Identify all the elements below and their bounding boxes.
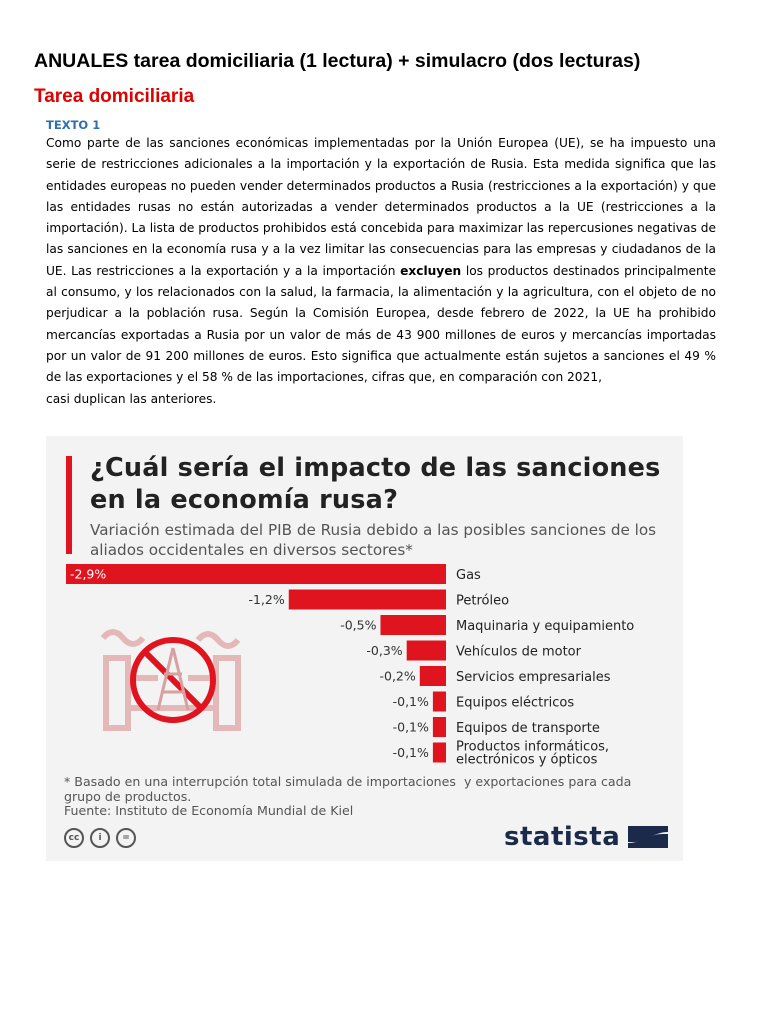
category-label-3: Vehículos de motor — [456, 644, 581, 660]
attribution-icon[interactable]: i — [90, 828, 110, 848]
statista-wave-icon — [628, 826, 668, 848]
value-label-5: -0,1% — [392, 694, 429, 709]
article-part-2: los productos destinados principalmente al consumo, y los relacionados con la salud, la farmacia, la alimentación y la agricultura, con el objeto de no perjudicar a la población rusa. Según la Comisión Europea, desde febrero de 2022, la UE ha prohibido mercancías exportadas a Rusia por un valor de más de 43 900 millones de euros y mercancías importadas por un valor de 91 200 millones de euros. Esto significa que actualmente están sujetos a sanciones el 49 % de las exportaciones y el 58 % de las importaciones, cifras que, en comparación con 2021, — [46, 263, 716, 385]
bar-7 — [433, 743, 446, 763]
value-label-1: -1,2% — [248, 592, 285, 607]
article-bold-word: excluyen — [400, 263, 462, 278]
bar-5 — [433, 692, 446, 712]
category-label-2: Maquinaria y equipamiento — [456, 619, 635, 634]
chart-subtitle: Variación estimada del PIB de Rusia debido a las posibles sanciones de los aliados occidentales en diversos sectores* — [90, 521, 657, 559]
value-label-4: -0,2% — [379, 668, 416, 684]
value-label-6: -0,1% — [392, 719, 429, 735]
title-accent-bar — [66, 456, 72, 554]
chart-title: ¿Cuál sería el impacto de las sanciones en la economía rusa? — [90, 453, 661, 515]
category-label-0: Gas — [456, 568, 481, 583]
category-label-6: Equipos de transporte — [456, 721, 600, 736]
chart-footnote: * Basado en una interrupción total simulada de importaciones y exportaciones para cada grupo de productos. — [64, 774, 632, 804]
text-label: TEXTO 1 — [46, 118, 101, 132]
statista-logo[interactable] — [504, 822, 668, 852]
value-label-7: -0,1% — [392, 745, 429, 760]
brand-name: statista — [504, 822, 621, 852]
bar-4 — [420, 666, 446, 686]
infographic — [46, 436, 683, 861]
section-title: Tarea domiciliaria — [34, 86, 195, 107]
bar-chart — [46, 560, 683, 770]
category-label-4: Servicios empresariales — [456, 670, 611, 685]
category-label-7: Productos informáticos, electrónicos y ópticos — [456, 739, 610, 768]
category-label-5: Equipos eléctricos — [456, 695, 575, 711]
document-title: ANUALES tarea domiciliaria (1 lectura) + simulacro (dos lecturas) — [34, 50, 641, 72]
bar-6 — [433, 717, 446, 737]
license-icons — [64, 828, 136, 848]
bar-1 — [289, 590, 446, 610]
bar-2 — [380, 615, 446, 635]
value-label-3: -0,3% — [366, 643, 403, 658]
category-label-1: Petróleo — [456, 593, 510, 609]
chart-source: Fuente: Instituto de Economía Mundial de Kiel — [64, 803, 354, 818]
article-body — [46, 133, 716, 410]
cc-license-icon[interactable]: cc — [64, 828, 84, 848]
value-label-2: -0,5% — [340, 617, 377, 633]
article-part-1: Como parte de las sanciones económicas implementadas por la Unión Europea (UE), se ha impuesto una serie de restricciones adicionales a la importación y la exportación de Rusia. Esta medida significa que las entidades europeas no pueden vender determinados productos a Rusia (restricciones a la exportación) y que las entidades rusas no están autorizadas a vender determinados productos a la UE (restricciones a la importación). La lista de productos prohibidos está concebida para maximizar las repercusiones negativas de las sanciones en la economía rusa y a la vez limitar las consecuencias para las empresas y ciudadanos de la UE. Las restricciones a la exportación y a la importación — [46, 136, 716, 278]
article-last-line: casi duplican las anteriores. — [46, 391, 217, 406]
no-derivatives-icon[interactable]: = — [116, 828, 136, 848]
article-paragraph — [46, 133, 716, 389]
bar-3 — [407, 641, 446, 661]
bar-0 — [66, 564, 446, 584]
value-label-0: -2,9% — [70, 566, 107, 582]
